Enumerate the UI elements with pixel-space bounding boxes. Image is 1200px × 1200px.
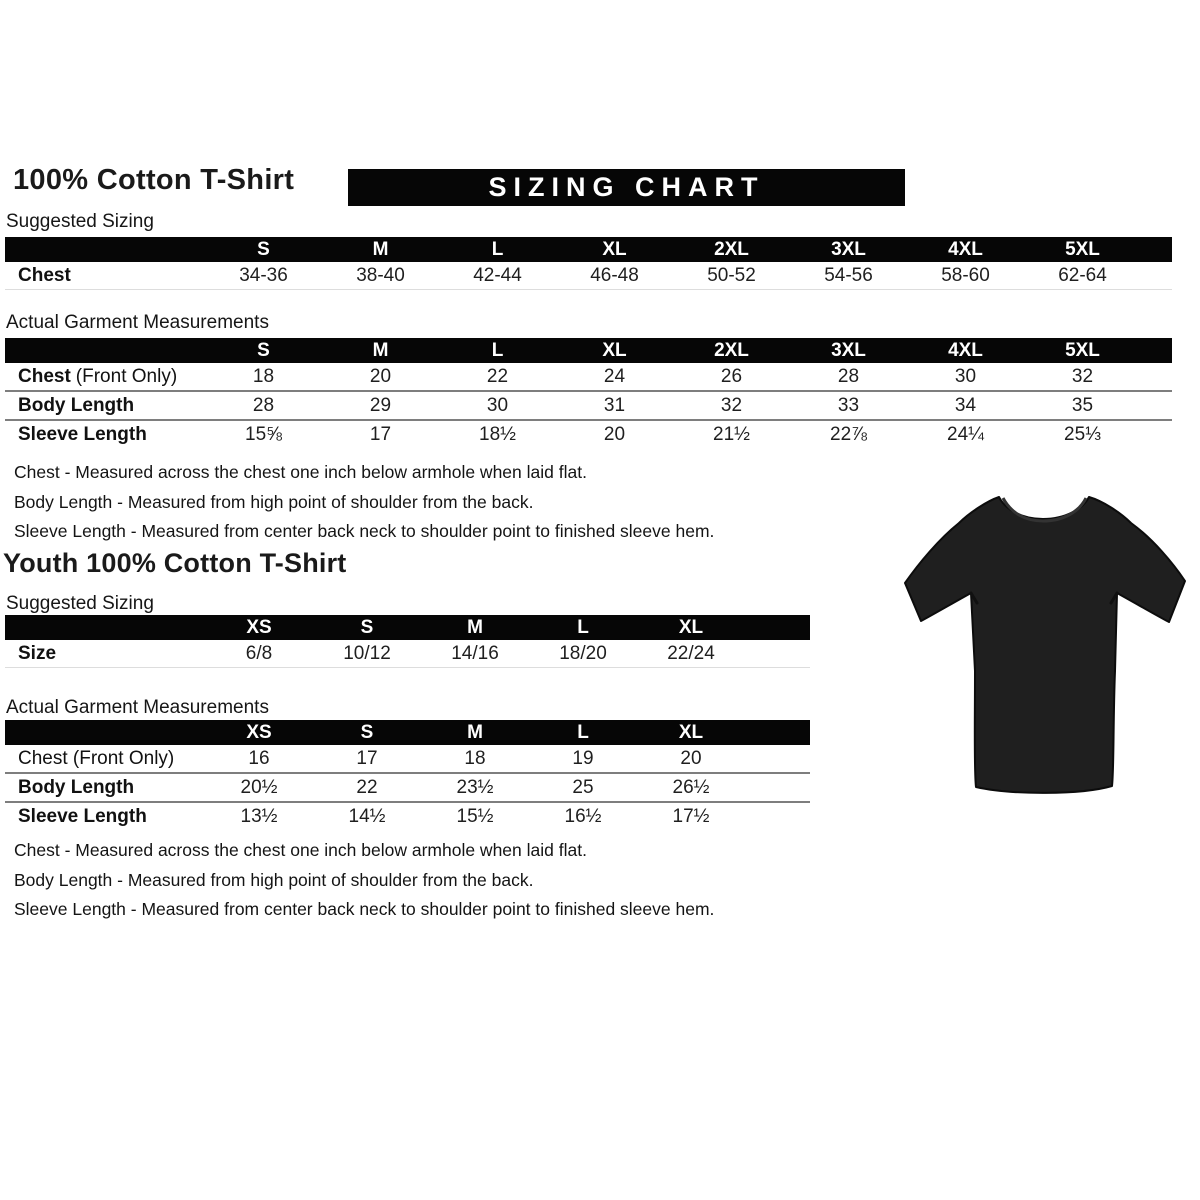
sizing-chart-banner-text: SIZING CHART <box>488 172 765 202</box>
cell: 22/24 <box>637 640 745 668</box>
cell: 13½ <box>240 806 278 827</box>
cell-filler <box>1141 391 1172 420</box>
youth-actual-measurements-label: Actual Garment Measurements <box>6 697 269 718</box>
black-tshirt-svg <box>891 471 1199 817</box>
cell: 17½ <box>672 806 710 827</box>
cell: 18/20 <box>529 640 637 668</box>
column-header: XL <box>637 615 745 640</box>
measurement-note: Chest - Measured across the chest one inch below armhole when laid flat. <box>14 462 587 482</box>
row-label: Sleeve Length <box>18 806 147 827</box>
cell: 20 <box>322 363 439 391</box>
column-header: M <box>322 338 439 363</box>
cell-filler <box>1141 420 1172 448</box>
measurement-note: Chest - Measured across the chest one inch below armhole when laid flat. <box>14 840 587 860</box>
black-tshirt-image <box>891 471 1199 817</box>
cell: 16 <box>205 745 313 773</box>
column-header: XL <box>556 338 673 363</box>
cell: 18½ <box>479 424 516 445</box>
cell: 22 <box>313 773 421 802</box>
row-label: Sleeve Length <box>18 424 147 445</box>
cell: 20½ <box>205 773 313 802</box>
measurement-note: Body Length - Measured from high point of shoulder from the back. <box>14 491 534 512</box>
column-header: 4XL <box>907 237 1024 262</box>
column-header: L <box>439 338 556 363</box>
column-header: 5XL <box>1024 338 1141 363</box>
adult-measurement-notes <box>14 462 714 551</box>
cell: 22⅞ <box>830 424 867 445</box>
cell-filler <box>745 745 810 773</box>
cell: 16½ <box>564 806 602 827</box>
table-row <box>5 640 810 668</box>
table-header-row <box>5 338 1172 363</box>
cell: 23½ <box>421 773 529 802</box>
adult-actual-measurements-label: Actual Garment Measurements <box>6 312 269 333</box>
column-header-filler <box>745 720 810 745</box>
row-label: Size <box>5 640 205 668</box>
cell: 20 <box>637 745 745 773</box>
column-header: 5XL <box>1024 237 1141 262</box>
column-header: 3XL <box>790 237 907 262</box>
cell: 25⅓ <box>1064 424 1101 445</box>
column-header: S <box>313 720 421 745</box>
cell: 24¼ <box>947 424 984 445</box>
cell: 26 <box>673 363 790 391</box>
cell-filler <box>745 802 810 830</box>
row-label: Chest <box>5 262 205 290</box>
column-header: XS <box>205 615 313 640</box>
sizing-chart-banner <box>348 169 905 206</box>
cell: 34-36 <box>205 262 322 290</box>
column-header: 2XL <box>673 237 790 262</box>
cell: 31 <box>556 391 673 420</box>
adult-suggested-sizing-table <box>5 237 1172 290</box>
cell: 26½ <box>637 773 745 802</box>
column-header-filler <box>745 615 810 640</box>
cell: 6/8 <box>205 640 313 668</box>
cell: 29 <box>322 391 439 420</box>
table-row <box>5 773 810 802</box>
column-header: M <box>421 720 529 745</box>
table-row <box>5 391 1172 420</box>
column-header: 2XL <box>673 338 790 363</box>
cell: 10/12 <box>313 640 421 668</box>
cell: 19 <box>529 745 637 773</box>
column-header: L <box>529 720 637 745</box>
column-header-blank <box>5 615 205 640</box>
column-header: XL <box>556 237 673 262</box>
adult-suggested-sizing-label: Suggested Sizing <box>6 211 154 232</box>
cell: 15½ <box>456 806 494 827</box>
cell: 20 <box>603 424 626 445</box>
table-row <box>5 802 810 830</box>
cell: 24 <box>556 363 673 391</box>
measurement-note: Sleeve Length - Measured from center back neck to shoulder point to finished sleeve hem. <box>14 521 715 541</box>
column-header: M <box>421 615 529 640</box>
table-header-row <box>5 720 810 745</box>
column-header-filler <box>1141 237 1172 262</box>
table-row <box>5 363 1172 391</box>
cell-filler <box>1141 363 1172 391</box>
cell: 34 <box>907 391 1024 420</box>
cell: 15⅝ <box>245 424 282 445</box>
column-header-filler <box>1141 338 1172 363</box>
table-row <box>5 262 1172 290</box>
youth-section-title: Youth 100% Cotton T-Shirt <box>3 548 347 578</box>
table-row <box>5 420 1172 448</box>
row-label: Chest (Front Only) <box>5 745 205 773</box>
row-label <box>5 363 205 391</box>
column-header: 4XL <box>907 338 1024 363</box>
measurement-note: Sleeve Length - Measured from center back neck to shoulder point to finished sleeve hem. <box>14 899 715 919</box>
column-header: S <box>205 338 322 363</box>
column-header: M <box>322 237 439 262</box>
cell: 50-52 <box>673 262 790 290</box>
cell-filler <box>745 640 810 668</box>
youth-actual-measurements-table <box>5 720 810 830</box>
column-header: XL <box>637 720 745 745</box>
cell: 32 <box>1024 363 1141 391</box>
cell-filler <box>745 773 810 802</box>
cell: 14/16 <box>421 640 529 668</box>
cell: 54-56 <box>790 262 907 290</box>
cell: 35 <box>1024 391 1141 420</box>
youth-measurement-notes <box>14 840 714 929</box>
youth-suggested-sizing-table <box>5 615 810 668</box>
table-header-row <box>5 615 810 640</box>
adult-actual-measurements-table <box>5 338 1172 448</box>
row-label-text: Chest <box>18 366 71 387</box>
cell: 18 <box>205 363 322 391</box>
column-header-blank <box>5 338 205 363</box>
row-label: Body Length <box>5 391 205 420</box>
adult-section-title: 100% Cotton T-Shirt <box>13 164 295 196</box>
cell: 17 <box>313 745 421 773</box>
cell: 33 <box>790 391 907 420</box>
column-header: S <box>313 615 421 640</box>
cell: 30 <box>439 391 556 420</box>
cell: 62-64 <box>1024 262 1141 290</box>
cell-filler <box>1141 262 1172 290</box>
cell: 42-44 <box>439 262 556 290</box>
cell: 17 <box>369 424 392 445</box>
row-label: Body Length <box>5 773 205 802</box>
column-header-blank <box>5 720 205 745</box>
column-header: XS <box>205 720 313 745</box>
cell: 28 <box>205 391 322 420</box>
cell: 21½ <box>713 424 750 445</box>
cell: 32 <box>673 391 790 420</box>
table-row <box>5 745 810 773</box>
table-header-row <box>5 237 1172 262</box>
column-header: 3XL <box>790 338 907 363</box>
measurement-note: Body Length - Measured from high point of shoulder from the back. <box>14 869 534 890</box>
column-header: S <box>205 237 322 262</box>
cell: 46-48 <box>556 262 673 290</box>
column-header: L <box>529 615 637 640</box>
cell: 28 <box>790 363 907 391</box>
cell: 18 <box>421 745 529 773</box>
cell: 30 <box>907 363 1024 391</box>
cell: 14½ <box>348 806 386 827</box>
cell: 38-40 <box>322 262 439 290</box>
row-label-note: (Front Only) <box>75 366 178 387</box>
column-header-blank <box>5 237 205 262</box>
cell: 58-60 <box>907 262 1024 290</box>
youth-suggested-sizing-label: Suggested Sizing <box>6 593 154 614</box>
cell: 25 <box>529 773 637 802</box>
column-header: L <box>439 237 556 262</box>
cell: 22 <box>439 363 556 391</box>
